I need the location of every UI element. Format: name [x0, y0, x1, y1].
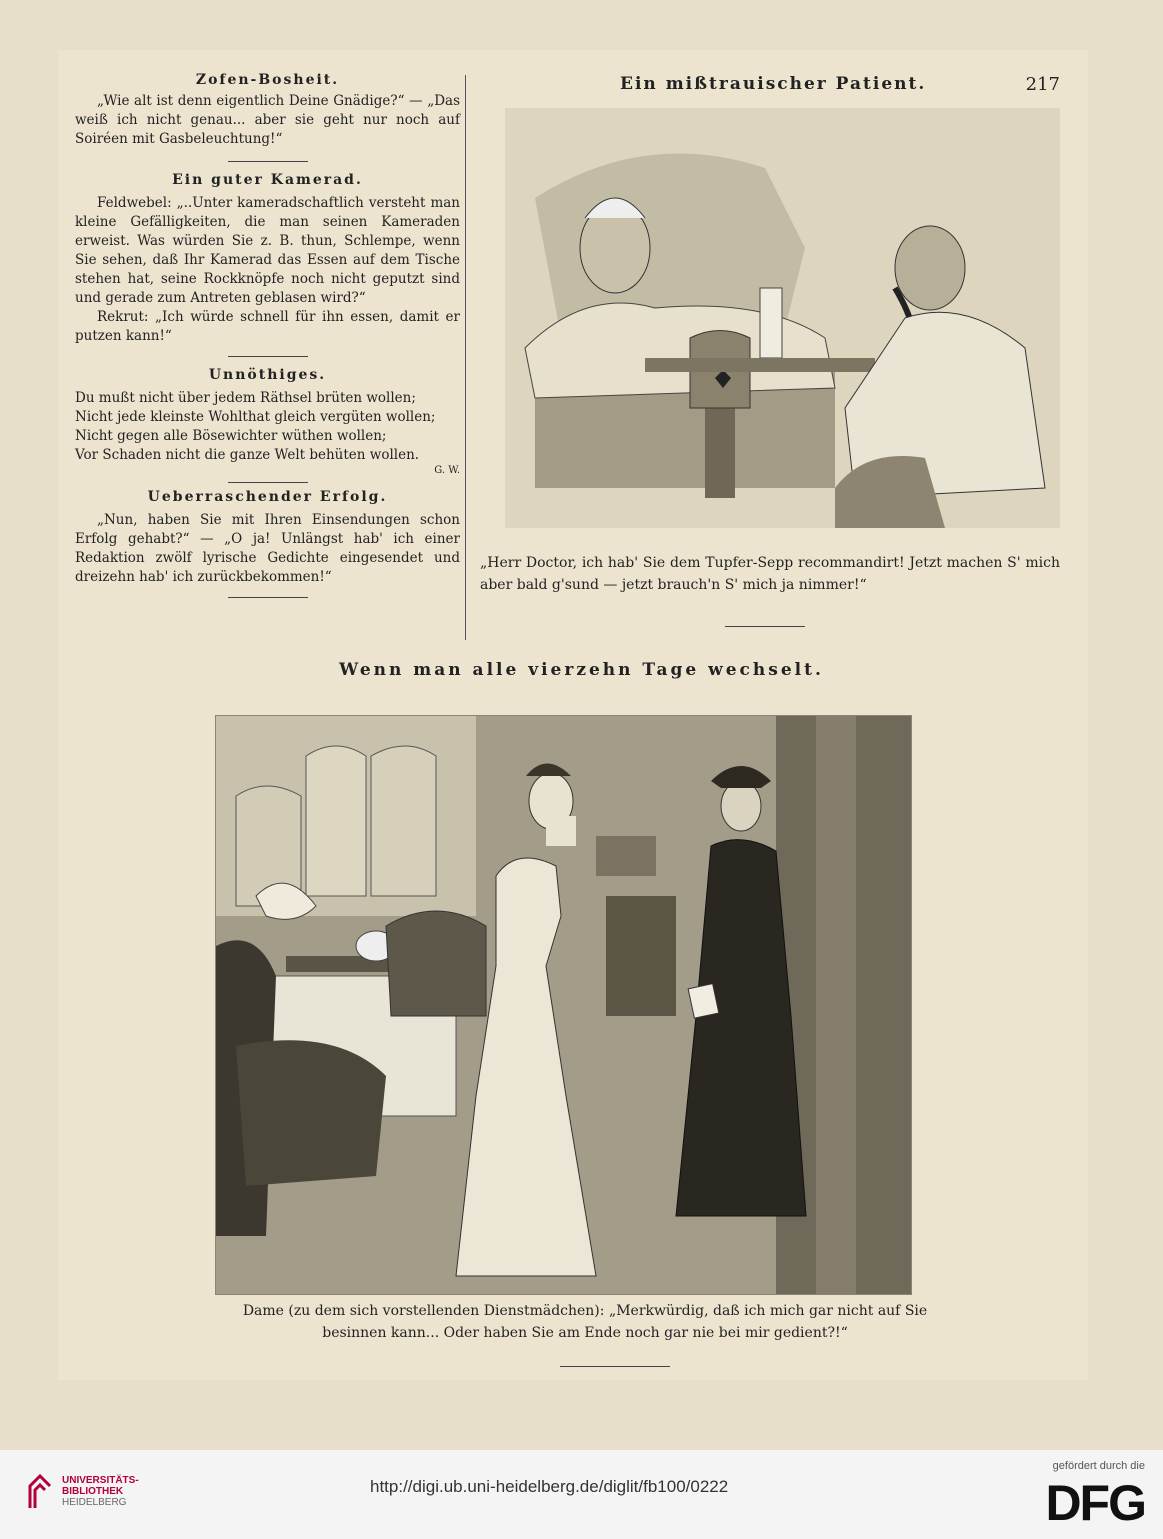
heading-erfolg: Ueberraschender Erfolg. [147, 489, 388, 505]
article-title: Ein mißtrauischer Patient. [620, 74, 927, 94]
signature: G. W. [434, 465, 460, 476]
library-name [62, 1475, 139, 1508]
right-header [620, 74, 1060, 102]
heading-unnoethiges: Unnöthiges. [208, 367, 327, 383]
text-zofen: „Wie alt ist denn eigentlich Deine Gnädige?“ — „Das weiß ich nicht genau... aber sie geht nur noch auf Soiréen mit Gasbeleuchtung!“ [75, 93, 460, 147]
illustration-lady-maid [215, 715, 912, 1295]
footer-bar [0, 1450, 1163, 1539]
library-line: UNIVERSITÄTS- [62, 1474, 139, 1486]
caption-lady-maid: Dame (zu dem sich vorstellenden Dienstmädchen): „Merkwürdig, daß ich mich gar nicht auf Sie besinnen kann... Oder haben Sie am Ende noch gar nie bei mir gedient?!“ [242, 1303, 928, 1341]
library-logo[interactable] [28, 1472, 139, 1510]
library-emblem-icon [28, 1472, 52, 1510]
funded-by-label: gefördert durch die [1052, 1460, 1145, 1472]
column-rule [465, 75, 466, 640]
funding-credit[interactable] [1045, 1460, 1145, 1532]
text-kamerad-1: Feldwebel: „..Unter kameradschaftlich versteht man kleine Gefälligkeiten, die man seinen Kameraden erweist. Was würden Sie z. B. thun, Schlempe, wenn Sie sehen, daß Ihr Kamerad das Essen auf dem Tische stehen hat, seine Rockknöpfe noch nicht geputzt sind und gerade zum Antreten geblasen wird?“ [75, 195, 460, 306]
patient-doctor-drawing [505, 108, 1060, 528]
heading-kamerad: Ein guter Kamerad. [172, 172, 363, 188]
cartoon-title: Wenn man alle vierzehn Tage wechselt. [339, 660, 824, 680]
divider [560, 1366, 670, 1367]
divider [228, 482, 308, 483]
verse-line: Nicht jede kleinste Wohlthat gleich vergüten wollen; [75, 409, 436, 425]
divider [725, 626, 805, 627]
divider [228, 161, 308, 162]
library-line: BIBLIOTHEK [62, 1485, 124, 1497]
dfg-logo: DFG [1045, 1475, 1145, 1531]
text-kamerad-2: Rekrut: „Ich würde schnell für ihn essen, damit er putzen kann!“ [75, 309, 460, 344]
left-column [75, 72, 460, 604]
text-erfolg: „Nun, haben Sie mit Ihren Einsendungen schon Erfolg gehabt?“ — „O ja! Unlängst hab' ich einer Redaktion zwölf lyrische Gedichte eingesendet und dreizehn hab' ich zurückbekommen!“ [75, 512, 460, 585]
library-line: HEIDELBERG [62, 1496, 127, 1508]
divider [228, 356, 308, 357]
lady-maid-drawing [216, 716, 911, 1294]
caption-patient: „Herr Doctor, ich hab' Sie dem Tupfer-Sepp recommandirt! Jetzt machen S' mich aber bald g'sund — jetzt brauch'n S' mich ja nimmer!“ [480, 555, 1060, 593]
verse-line: Nicht gegen alle Bösewichter wüthen wollen; [75, 428, 387, 444]
heading-zofen: Zofen-Bosheit. [195, 72, 340, 88]
illustration-patient-doctor [505, 108, 1060, 528]
verse-line: Du mußt nicht über jedem Räthsel brüten wollen; [75, 390, 416, 406]
permalink-url[interactable]: http://digi.ub.uni-heidelberg.de/diglit/fb100/0222 [370, 1477, 729, 1496]
verse-line: Vor Schaden nicht die ganze Welt behüten wollen. [75, 447, 420, 463]
page-number: 217 [1025, 74, 1060, 95]
divider [228, 597, 308, 598]
